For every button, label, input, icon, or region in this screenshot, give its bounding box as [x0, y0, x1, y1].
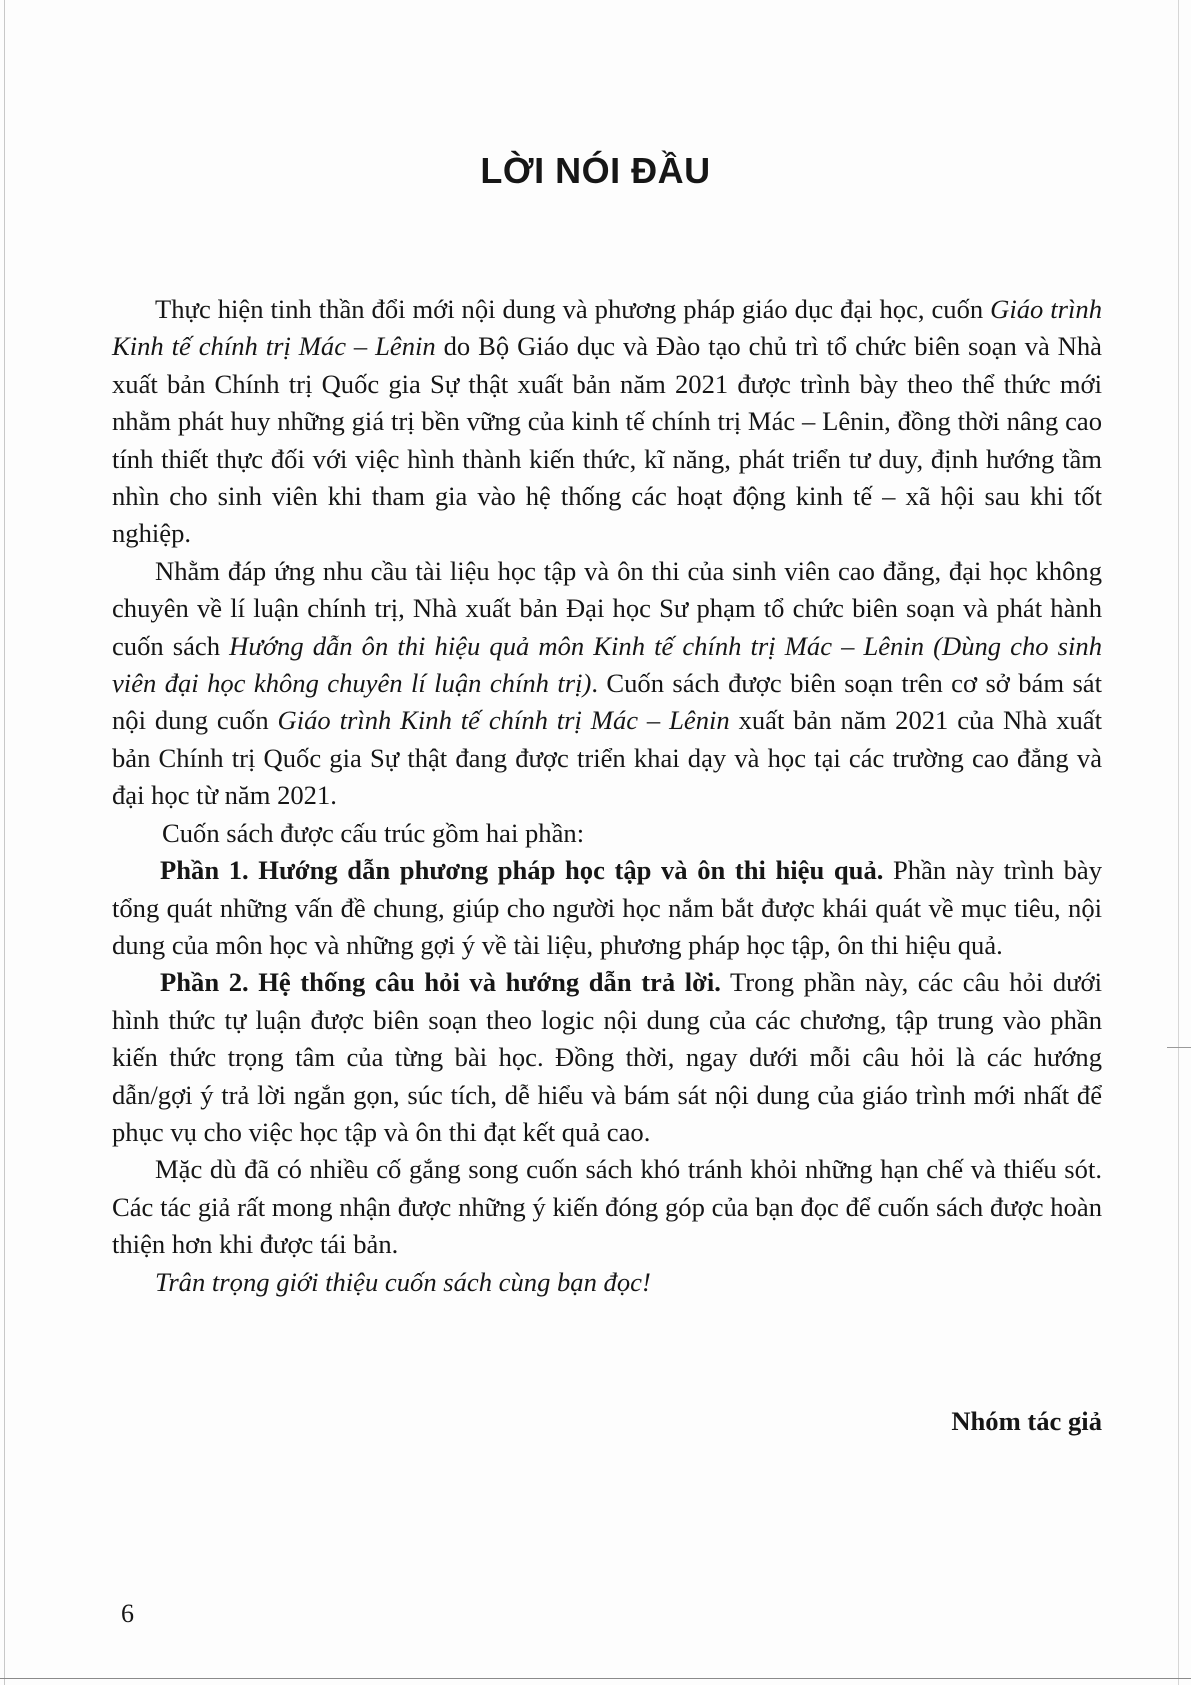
- part-1-heading: Phần 1. Hướng dẫn phương pháp học tập và ôn thi hiệu quả.: [160, 855, 884, 886]
- paragraph-6: Mặc dù đã có nhiều cố gắng song cuốn sách khó tránh khỏi những hạn chế và thiếu sót. Các tác giả rất mong nhận được những ý kiến đóng góp của bạn đọc để cuốn sách được hoàn thiện hơn khi được tái bản.: [112, 1154, 1102, 1260]
- paragraph-2-text-e: xuất bản năm 2021 của Nhà xuất bản Chính trị Quốc gia Sự thật đang được triển khai dạy và học tại các trường cao đẳng và đại học từ năm 2021.: [112, 705, 1102, 811]
- paragraph-3: Cuốn sách được cấu trúc gồm hai phần:: [162, 817, 585, 848]
- paragraph-2-textbook-title: Giáo trình Kinh tế chính trị Mác – Lênin: [277, 705, 730, 736]
- preface-body: [112, 291, 1102, 1301]
- paragraph-1-book-title: Giáo trình Kinh tế chính trị Mác – Lênin: [112, 294, 1102, 362]
- paragraph-2: [112, 553, 1102, 815]
- paragraph-1-text-a: Thực hiện tinh thần đổi mới nội dung và phương pháp giáo dục đại học, cuốn: [155, 294, 991, 324]
- paragraph-part-1: [112, 852, 1102, 964]
- closing-line: Trân trọng giới thiệu cuốn sách cùng bạn đọc!: [155, 1266, 651, 1297]
- scan-right-mark: [1167, 1047, 1191, 1048]
- signature: Nhóm tác giả: [951, 1406, 1102, 1436]
- part-2-text: Trong phần này, các câu hỏi dưới hình thức tự luận được biên soạn theo logic nội dung của các chương, tập trung vào phần kiến thức trọng tâm của từng bài học. Đồng thời, ngay dưới mỗi câu hỏi là các hướng dẫn/gợi ý trả lời ngắn gọn, súc tích, dễ hiểu và bám sát nội dung của giáo trình mới nhất để phục vụ cho việc học tập và ôn thi đạt kết quả cao.: [112, 967, 1102, 1147]
- paragraph-2-text-a: Nhằm đáp ứng nhu cầu tài liệu học tập và ôn thi của sinh viên cao đẳng, đại học không chuyên về lí luận chính trị, Nhà xuất bản Đại học Sư phạm tổ chức biên soạn và phát hành cuốn sách: [112, 555, 1102, 661]
- paragraph-1-text-c: do Bộ Giáo dục và Đào tạo chủ trì tổ chức biên soạn và Nhà xuất bản Chính trị Quốc gia Sự thật xuất bản năm 2021 được trình bày theo thể thức mới nhằm phát huy những giá trị bền vững của kinh tế chính trị Mác – Lênin, đồng thời nâng cao tính thiết thực đối với việc hình thành kiến thức, kĩ năng, phát triển tư duy, định hướng tầm nhìn cho sinh viên khi tham gia vào hệ thống các hoạt động kinh tế – xã hội sau khi tốt nghiệp.: [112, 331, 1102, 549]
- part-2-heading: Phần 2. Hệ thống câu hỏi và hướng dẫn trả lời.: [160, 967, 721, 998]
- scan-right-edge: [1178, 0, 1179, 1685]
- part-1-text: Phần này trình bày tổng quát những vấn đề chung, giúp cho người học nắm bắt được khái quát về mục tiêu, nội dung của môn học và những gợi ý về tài liệu, phương pháp học tập, ôn thi hiệu quả.: [112, 855, 1102, 960]
- paragraph-1: [112, 291, 1102, 553]
- paragraph-2-text-c: . Cuốn sách được biên soạn trên cơ sở bám sát nội dung cuốn: [112, 668, 1102, 736]
- scan-left-edge: [4, 0, 5, 1685]
- page-title: LỜI NÓI ĐẦU: [480, 150, 711, 191]
- paragraph-part-2: [112, 964, 1102, 1151]
- page-number: 6: [121, 1599, 134, 1628]
- scan-bottom-edge: [0, 1678, 1191, 1679]
- paragraph-2-book-title: Hướng dẫn ôn thi hiệu quả môn Kinh tế chính trị Mác – Lênin (Dùng cho sinh viên đại học không chuyên lí luận chính trị): [112, 630, 1102, 699]
